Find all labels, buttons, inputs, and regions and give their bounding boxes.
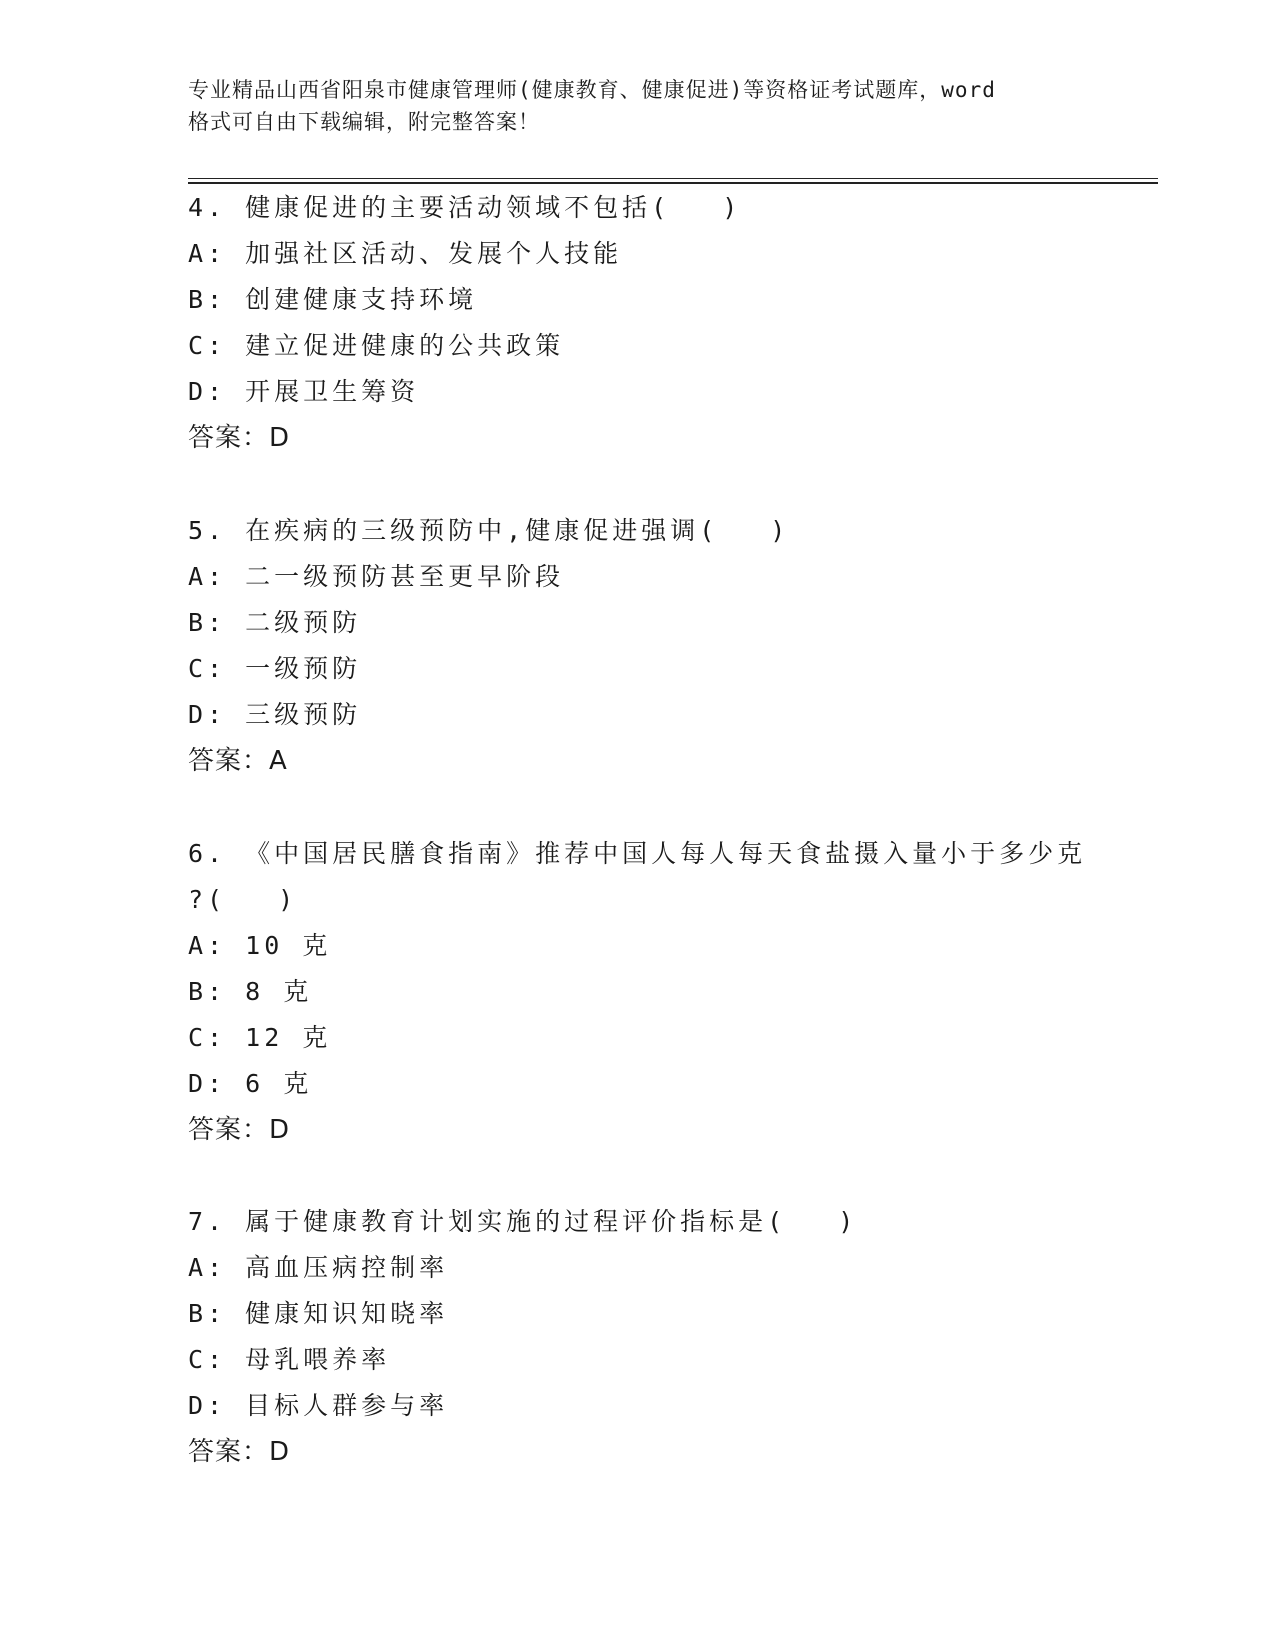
question-stem: 4. 健康促进的主要活动领域不包括( ) bbox=[188, 193, 742, 222]
option-b: B: 二级预防 bbox=[188, 608, 362, 637]
option-d: D: 三级预防 bbox=[188, 700, 362, 729]
question-stem-continued: ?( ) bbox=[188, 885, 298, 914]
header-line-2: 格式可自由下载编辑，附完整答案！ bbox=[188, 110, 540, 134]
option-a: A: 10 克 bbox=[188, 931, 332, 960]
answer: 答案：D bbox=[188, 1115, 291, 1145]
question-6 bbox=[188, 831, 1088, 1153]
question-7 bbox=[188, 1199, 1088, 1475]
option-b: B: 8 克 bbox=[188, 977, 313, 1006]
option-a: A: 高血压病控制率 bbox=[188, 1253, 449, 1282]
question-stem: 6. 《中国居民膳食指南》推荐中国人每人每天食盐摄入量小于多少克 bbox=[188, 839, 1087, 868]
option-b: B: 健康知识知晓率 bbox=[188, 1299, 449, 1328]
option-d: D: 目标人群参与率 bbox=[188, 1391, 449, 1420]
document-header bbox=[188, 74, 1088, 138]
header-divider bbox=[188, 178, 1158, 184]
option-d: D: 6 克 bbox=[188, 1069, 313, 1098]
option-c: C: 母乳喂养率 bbox=[188, 1345, 391, 1374]
option-b: B: 创建健康支持环境 bbox=[188, 285, 478, 314]
option-c: C: 一级预防 bbox=[188, 654, 362, 683]
option-a: A: 加强社区活动、发展个人技能 bbox=[188, 239, 623, 268]
question-5 bbox=[188, 508, 1088, 784]
answer: 答案：D bbox=[188, 1437, 291, 1467]
option-c: C: 12 克 bbox=[188, 1023, 332, 1052]
answer: 答案：D bbox=[188, 423, 291, 453]
question-4 bbox=[188, 185, 1088, 461]
option-d: D: 开展卫生筹资 bbox=[188, 377, 420, 406]
question-stem: 7. 属于健康教育计划实施的过程评价指标是( ) bbox=[188, 1207, 858, 1236]
question-stem: 5. 在疾病的三级预防中,健康促进强调( ) bbox=[188, 516, 790, 545]
answer: 答案：A bbox=[188, 746, 288, 776]
option-c: C: 建立促进健康的公共政策 bbox=[188, 331, 565, 360]
header-line-1: 专业精品山西省阳泉市健康管理师(健康教育、健康促进)等资格证考试题库，word bbox=[188, 78, 996, 102]
option-a: A: 二一级预防甚至更早阶段 bbox=[188, 562, 565, 591]
